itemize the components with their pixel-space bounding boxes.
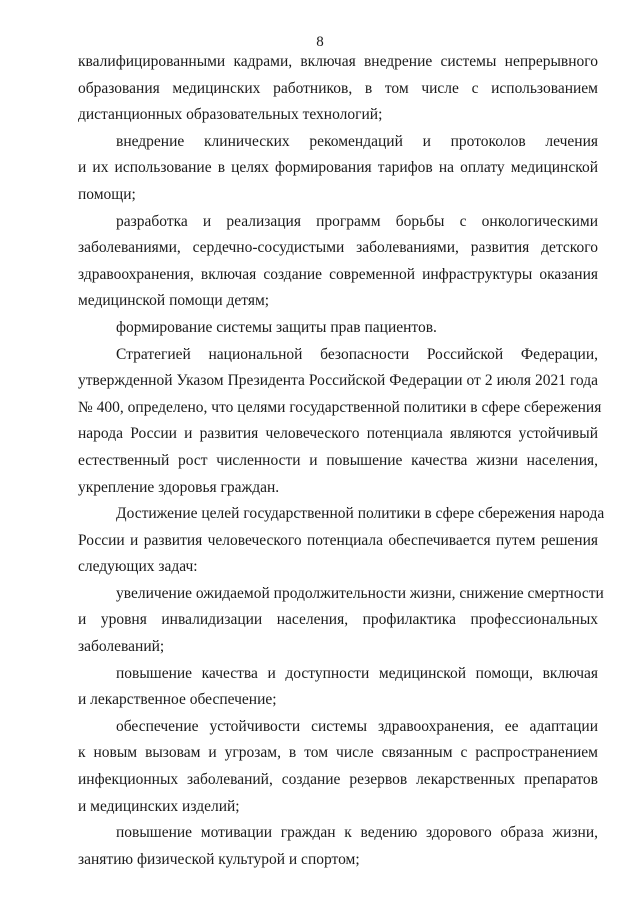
text-line: квалифицированными кадрами, включая внедрение системы непрерывного xyxy=(78,53,598,70)
paragraph xyxy=(78,714,598,820)
text-line: обеспечение устойчивости системы здравоохранения, ее адаптации xyxy=(116,717,598,735)
text-line: и лекарственное обеспечение; xyxy=(78,691,277,709)
paragraph xyxy=(78,501,605,581)
body-text xyxy=(78,49,605,873)
text-line: медицинской помощи детям; xyxy=(78,292,270,310)
paragraph xyxy=(78,49,598,129)
text-line: повышение качества и доступности медицинской помощи, включая xyxy=(116,664,598,682)
text-line: здравоохранения, включая создание современной инфраструктуры оказания xyxy=(78,265,598,283)
text-line: России и развития человеческого потенциала обеспечивается путем решения xyxy=(78,531,598,549)
paragraph xyxy=(78,342,602,502)
text-line: укрепление здоровья граждан. xyxy=(78,478,280,496)
text-line: образования медицинских работников, в том числе с использованием xyxy=(78,79,598,97)
text-line: занятию физической культурой и спортом; xyxy=(78,850,360,868)
text-line: № 400, определено, что целями государственной политики в сфере сбережения xyxy=(78,398,602,416)
paragraph xyxy=(78,315,598,342)
text-line: увеличение ожидаемой продолжительности жизни, снижение смертности xyxy=(116,584,604,602)
text-line: и их использование в целях формирования тарифов на оплату медицинской xyxy=(78,159,598,177)
paragraph xyxy=(78,129,598,209)
text-line: Стратегией национальной безопасности Российской Федерации, xyxy=(116,345,598,363)
text-line: утвержденной Указом Президента Российской Федерации от 2 июля 2021 года xyxy=(78,372,598,390)
text-line: повышение мотивации граждан к ведению здорового образа жизни, xyxy=(116,824,598,842)
text-line: следующих задач: xyxy=(78,558,198,576)
paragraph xyxy=(78,581,604,661)
text-line: дистанционных образовательных технологий; xyxy=(78,106,383,124)
paragraph xyxy=(78,209,598,315)
text-line: заболеваний; xyxy=(78,638,165,656)
paragraph xyxy=(78,820,598,873)
page-number: 8 xyxy=(316,34,324,50)
text-line: Достижение целей государственной политики в сфере сбережения народа xyxy=(116,505,605,523)
text-line: и медицинских изделий; xyxy=(78,797,240,815)
text-line: разработка и реализация программ борьбы с онкологическими xyxy=(116,212,598,230)
text-line: заболеваниями, сердечно-сосудистыми заболеваниями, развития детского xyxy=(78,239,598,257)
text-line: народа России и развития человеческого потенциала являются устойчивый xyxy=(78,425,598,443)
text-line: естественный рост численности и повышение качества жизни населения, xyxy=(78,451,598,469)
text-line: инфекционных заболеваний, создание резервов лекарственных препаратов xyxy=(78,771,598,789)
paragraph xyxy=(78,661,598,714)
text-line: формирование системы защиты прав пациентов. xyxy=(116,318,437,336)
text-line: к новым вызовам и угрозам, в том числе связанным с распространением xyxy=(78,744,598,762)
text-line: внедрение клинических рекомендаций и протоколов лечения xyxy=(116,132,598,150)
text-line: помощи; xyxy=(78,185,136,203)
text-line: и уровня инвалидизации населения, профилактика профессиональных xyxy=(78,611,598,629)
